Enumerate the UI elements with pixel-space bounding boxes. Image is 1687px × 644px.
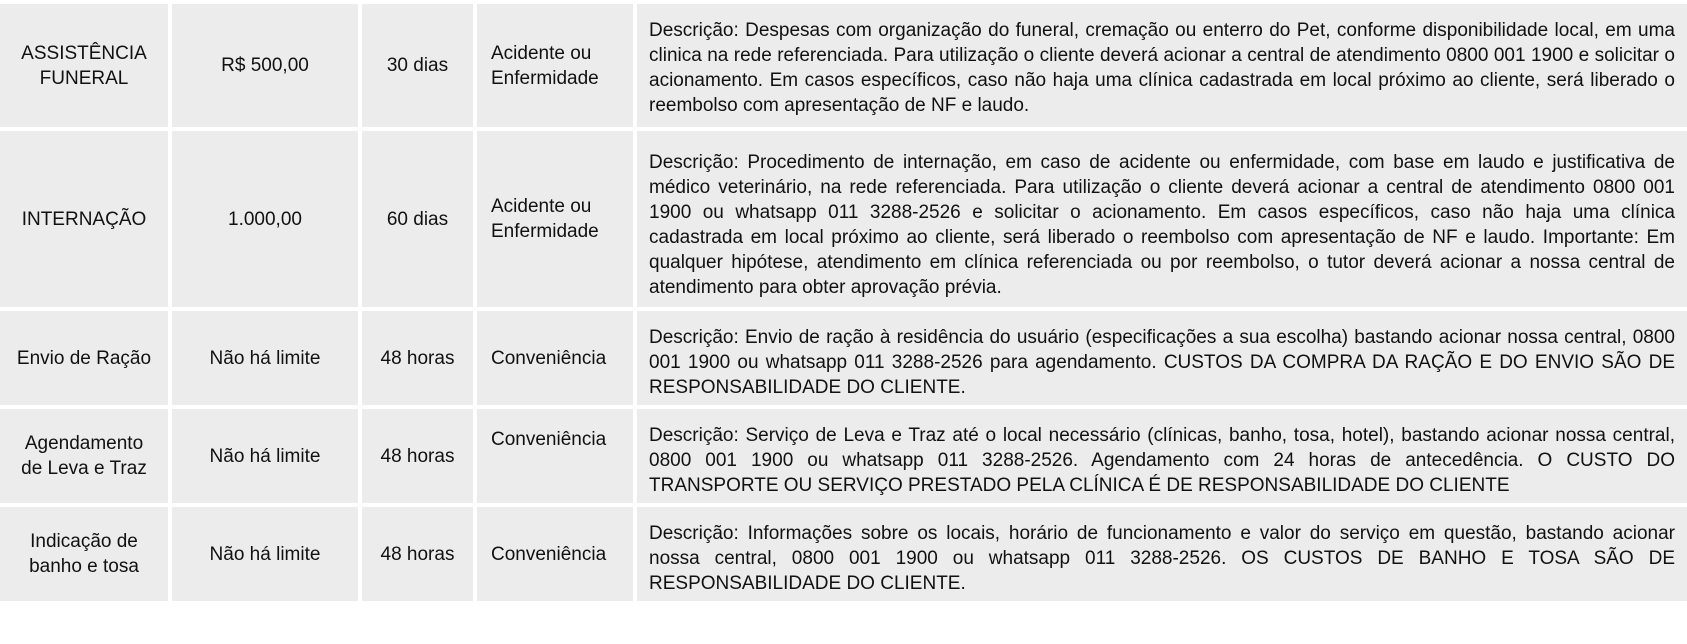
waiting-period-cell: 48 horas xyxy=(362,311,473,405)
coverage-type-cell xyxy=(477,507,633,601)
coverage-type-line: Acidente ou xyxy=(491,196,592,217)
coverage-type-line: Conveniência xyxy=(491,347,607,369)
table-row xyxy=(0,4,1687,127)
limit-cell: R$ 500,00 xyxy=(172,4,358,127)
service-name-cell xyxy=(0,131,168,307)
coverage-type-line: Enfermidade xyxy=(491,67,599,89)
table-row xyxy=(0,507,1687,601)
coverage-type-line: Acidente ou xyxy=(491,42,592,64)
table-row xyxy=(0,409,1687,503)
description-cell: Descrição: Despesas com organização do funeral, cremação ou enterro do Pet, conforme disponibilidade local, em uma clinica na rede referenciada. Para utilização o cliente deverá acionar a central de atendimento 0800 001 1900 e solicitar o acionamento. Em casos específicos, caso não haja uma clínica cadastrada em local próximo ao cliente, será liberado o reembolso com apresentação de NF e laudo. xyxy=(637,4,1687,127)
service-name-line: Indicação de xyxy=(30,531,138,552)
service-name-cell xyxy=(0,311,168,405)
service-name-line: FUNERAL xyxy=(39,67,129,89)
coverage-type-line: Conveniência xyxy=(491,543,607,565)
service-name-line: Agendamento xyxy=(24,433,144,454)
limit-cell: 1.000,00 xyxy=(172,131,358,307)
limit-cell: Não há limite xyxy=(172,409,358,503)
coverage-type-line: Enfermidade xyxy=(491,221,599,242)
waiting-period-cell: 48 horas xyxy=(362,409,473,503)
service-name-line: banho e tosa xyxy=(29,556,139,577)
service-name-cell xyxy=(0,409,168,503)
service-name-line: ASSISTÊNCIA xyxy=(21,42,147,64)
description-cell: Descrição: Serviço de Leva e Traz até o local necessário (clínicas, banho, tosa, hotel), bastando acionar nossa central, 0800 001 1900 ou whatsapp 011 3288-2526. Agendamento com 24 horas de antecedência. O CUSTO DO TRANSPORTE OU SERVIÇO PRESTADO PELA CLÍNICA É DE RESPONSABILIDADE DO CLIENTE xyxy=(637,409,1687,503)
limit-cell: Não há limite xyxy=(172,507,358,601)
service-name-line: INTERNAÇÃO xyxy=(21,208,147,230)
table-row xyxy=(0,131,1687,307)
service-name-line: de Leva e Traz xyxy=(21,458,147,479)
description-cell: Descrição: Procedimento de internação, em caso de acidente ou enfermidade, com base em laudo e justificativa de médico veterinário, na rede referenciada. Para utilização o cliente deverá acionar a central de atendimento 0800 001 1900 ou whatsapp 011 3288-2526 e solicitar o acionamento. Em casos específicos, caso não haja uma clínica cadastrada em local próximo ao cliente, será liberado o reembolso com apresentação de NF e laudo. Importante: Em qualquer hipótese, atendimento em clínica referenciada ou por reembolso, o tutor deverá acionar a nossa central de atendimento para obter aprovação prévia. xyxy=(637,131,1687,307)
waiting-period-cell: 60 dias xyxy=(362,131,473,307)
service-name-cell xyxy=(0,507,168,601)
waiting-period-cell: 48 horas xyxy=(362,507,473,601)
coverage-type-cell xyxy=(477,311,633,405)
limit-cell: Não há limite xyxy=(172,311,358,405)
coverage-type-cell xyxy=(477,4,633,127)
description-cell: Descrição: Envio de ração à residência do usuário (especificações a sua escolha) bastando acionar nossa central, 0800 001 1900 ou whatsapp 011 3288-2526 para agendamento. CUSTOS DA COMPRA DA RAÇÃO E DO ENVIO SÃO DE RESPONSABILIDADE DO CLIENTE. xyxy=(637,311,1687,405)
coverage-type-cell xyxy=(477,409,633,503)
waiting-period-cell: 30 dias xyxy=(362,4,473,127)
description-cell: Descrição: Informações sobre os locais, horário de funcionamento e valor do serviço em questão, bastando acionar nossa central, 0800 001 1900 ou whatsapp 011 3288-2526. OS CUSTOS DE BANHO E TOSA SÃO DE RESPONSABILIDADE DO CLIENTE. xyxy=(637,507,1687,601)
service-name-line: Envio de Ração xyxy=(16,347,152,369)
table-row xyxy=(0,311,1687,405)
service-name-cell xyxy=(0,4,168,127)
coverage-type-cell xyxy=(477,131,633,307)
coverage-type-line: Conveniência xyxy=(491,429,607,450)
